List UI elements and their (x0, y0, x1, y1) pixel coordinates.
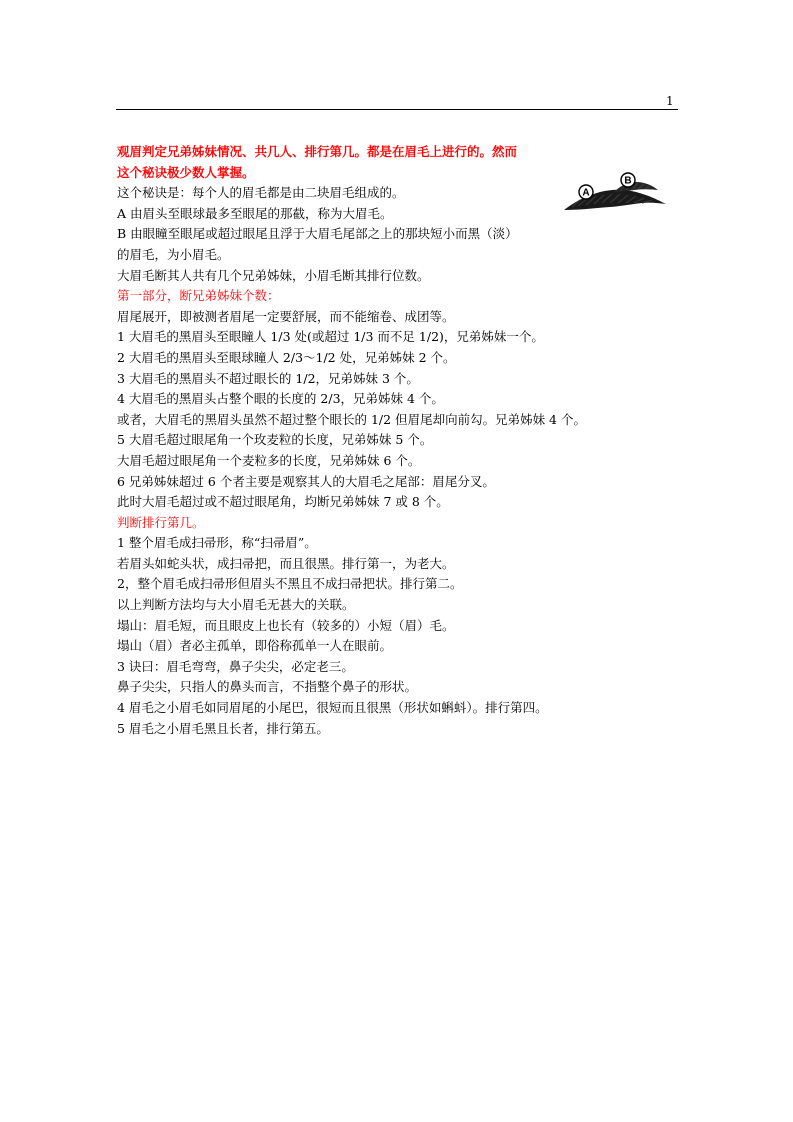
label-b: B (624, 175, 632, 187)
section2-line: 若眉头如蛇头状，成扫帚把，而且很黑。排行第一，为老大。 (117, 555, 455, 571)
label-a: A (582, 187, 590, 199)
section2-line: 以上判断方法均与大小眉毛无甚大的关联。 (117, 597, 355, 613)
section1-line: 3 大眉毛的黑眉头不超过眼长的 1/2，兄弟姊妹 3 个。 (117, 370, 419, 386)
section1-line: 5 大眉毛超过眼尾角一个玫麦粒的长度，兄弟姊妹 5 个。 (117, 432, 433, 448)
page-number: 1 (666, 94, 674, 108)
section1-line: 此时大眉毛超过或不超过眼尾角，均断兄弟姊妹 7 或 8 个。 (117, 494, 449, 510)
section-heading-sibling-count: 第一部分，断兄弟姊妹个数： (117, 288, 280, 304)
section1-line: 2 大眉毛的黑眉头至眼球瞳人 2/3～1/2 处，兄弟姊妹 2 个。 (117, 349, 456, 365)
document-body (117, 142, 617, 739)
section2-line: 4 眉毛之小眉毛如同眉尾的小尾巴，很短而且很黑（形状如蝌蚪）。排行第四。 (117, 700, 548, 716)
header-rule (116, 109, 678, 110)
intro-line: 这个秘诀是：每个人的眉毛都是由二块眉毛组成的。 (117, 185, 405, 201)
section1-line: 1 大眉毛的黑眉头至眼瞳人 1/3 处(或超过 1/3 而不足 1/2)，兄弟姊妹一个。 (117, 329, 544, 345)
intro-line: B 由眼瞳至眼尾或超过眼尾且浮于大眉毛尾部之上的那块短小而黑（淡） (117, 226, 518, 242)
section1-line: 或者，大眉毛的黑眉头虽然不超过整个眼长的 1/2 但眉尾却向前勾。兄弟姊妹 4 个。 (117, 411, 586, 427)
section-heading-birth-order: 判断排行第几。 (117, 514, 205, 530)
section2-line: 5 眉毛之小眉毛黑且长者，排行第五。 (117, 720, 329, 736)
section2-line: 2，整个眉毛成扫帚形但眉头不黑且不成扫帚把状。排行第二。 (117, 576, 463, 592)
intro-line: 的眉毛，为小眉毛。 (117, 246, 230, 262)
section2-line: 塌山（眉）者必主孤单，即俗称孤单一人在眼前。 (117, 638, 393, 654)
document-title-line-2: 这个秘诀极少数人掌握。 (117, 164, 255, 180)
section1-line: 6 兄弟姊妹超过 6 个者主要是观察其人的大眉毛之尾部：眉尾分叉。 (117, 473, 495, 489)
section2-line: 3 诀曰：眉毛弯弯，鼻子尖尖，必定老三。 (117, 658, 354, 674)
section2-line: 塌山：眉毛短，而且眼皮上也长有（较多的）小短（眉）毛。 (117, 617, 455, 633)
intro-line: A 由眉头至眼球最多至眼尾的那截，称为大眉毛。 (117, 205, 393, 221)
document-title-line-1: 观眉判定兄弟姊妹情况、共几人、排行第几。都是在眉毛上进行的。然而 (117, 144, 518, 159)
section1-line: 眉尾展开，即被测者眉尾一定要舒展，而不能缩卷、成团等。 (117, 308, 455, 324)
section2-line: 1 整个眉毛成扫帚形，称“扫帚眉”。 (117, 535, 317, 551)
section2-line: 鼻子尖尖，只指人的鼻头而言，不指整个鼻子的形状。 (117, 679, 418, 695)
intro-line: 大眉毛断其人共有几个兄弟姊妹，小眉毛断其排行位数。 (117, 267, 430, 283)
section1-line: 4 大眉毛的黑眉头占整个眼的长度的 2/3，兄弟姊妹 4 个。 (117, 391, 444, 407)
section1-line: 大眉毛超过眼尾角一个麦粒多的长度，兄弟姊妹 6 个。 (117, 452, 421, 468)
